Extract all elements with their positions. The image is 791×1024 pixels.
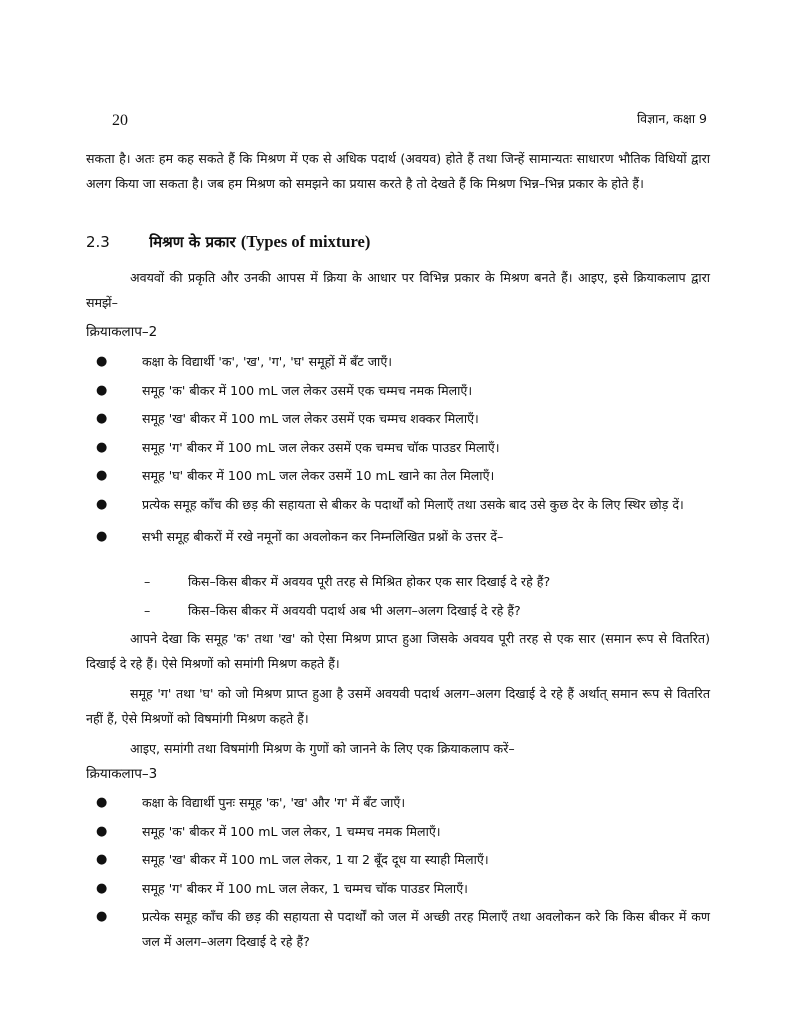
dash-marker: – [144,603,151,618]
bullet-icon: ● [96,411,108,426]
list-item: ● समूह 'घ' बीकर में 100 mL जल लेकर उसमें 10 mL खाने का तेल मिलाएँ। [86,464,710,489]
body-paragraph: आइए, समांगी तथा विषमांगी मिश्रण के गुणों को जानने के लिए एक क्रियाकलाप करें– [130,741,515,756]
section-paragraph: अवयवों की प्रकृति और उनकी आपस में क्रिया के आधार पर विभिन्न प्रकार के मिश्रण बनते हैं। आइए, इसे क्रियाकलाप द्वारा समझें– [86,270,710,310]
bullet-icon: ● [96,439,108,455]
list-item: ● समूह 'ग' बीकर में 100 mL जल लेकर, 1 चम्मच चॉक पाउडर मिलाएँ। [86,877,710,902]
list-item: ● सभी समूह बीकरों में रखे नमूनों का अवलोकन कर निम्नलिखित प्रश्नों के उत्तर दें– [86,525,710,550]
bullet-icon: ● [96,496,108,512]
running-head: विज्ञान, कक्षा 9 [636,111,707,126]
list-item: ● समूह 'क' बीकर में 100 mL जल लेकर, 1 चम्मच नमक मिलाएँ। [86,820,710,845]
list-item: ● कक्षा के विद्यार्थी पुनः समूह 'क', 'ख' और 'ग' में बँट जाएँ। [86,791,710,816]
bullet-icon: ● [96,880,108,896]
list-item: ● समूह 'क' बीकर में 100 mL जल लेकर उसमें एक चम्मच नमक मिलाएँ। [86,379,710,404]
bullet-icon: ● [96,795,108,810]
activity-3-title: क्रियाकलाप–3 [86,766,158,782]
section-paragraph-block [86,266,710,315]
intro-paragraph-block [86,147,710,196]
list-item: ● प्रत्येक समूह काँच की छड़ की सहायता से बीकर के पदार्थों को मिलाएँ तथा उसके बाद उसे कुछ देर के लिए स्थिर छोड़ दें। [86,493,710,518]
activity-3-list [86,791,710,954]
bullet-icon: ● [96,354,108,369]
body-paragraph: आपने देखा कि समूह 'क' तथा 'ख' को ऐसा मिश्रण प्राप्त हुआ जिसके अवयव पूरी तरह से एक सार (समान रूप से वितरित) दिखाई दे रहे हैं। ऐसे मिश्रणों को समांगी मिश्रण कहते हैं। [86,631,710,671]
list-item: ● समूह 'ग' बीकर में 100 mL जल लेकर उसमें एक चम्मच चॉक पाउडर मिलाएँ। [86,436,710,461]
activity-2-list [86,350,710,550]
list-item: ● प्रत्येक समूह काँच की छड़ की सहायता से पदार्थों को जल में अच्छी तरह मिलाएँ तथा अवलोकन करे कि किस बीकर में कण जल में अलग–अलग दिखाई दे रहे हैं? [86,905,710,954]
section-title-english: (Types of mixture) [240,232,371,251]
bullet-icon: ● [96,468,108,483]
body-paragraphs-block [86,627,710,762]
section-number: 2.3 [86,233,110,251]
bullet-icon: ● [96,529,108,544]
list-item: ● समूह 'ख' बीकर में 100 mL जल लेकर उसमें एक चम्मच शक्कर मिलाएँ। [86,407,710,432]
section-heading [86,232,370,252]
page-number: 20 [112,112,128,129]
bullet-icon: ● [96,909,108,924]
dash-marker: – [144,574,151,589]
list-item: ● समूह 'ख' बीकर में 100 mL जल लेकर, 1 या 2 बूँद दूध या स्याही मिलाएँ। [86,848,710,873]
activity-2-title: क्रियाकलाप–2 [86,324,158,340]
bullet-icon: ● [96,823,108,839]
bullet-icon: ● [96,852,108,867]
body-paragraph: समूह 'ग' तथा 'घ' को जो मिश्रण प्राप्त हुआ है उसमें अवयवी पदार्थ अलग–अलग दिखाई दे रहे हैं अर्थात् समान रूप से वितरित नहीं हैं, ऐसे मिश्रणों को विषमांगी मिश्रण कहते हैं। [86,686,710,726]
list-item: ● कक्षा के विद्यार्थी 'क', 'ख', 'ग', 'घ' समूहों में बँट जाएँ। [86,350,710,375]
section-title-hindi: मिश्रण के प्रकार [149,233,236,251]
bullet-icon: ● [96,382,108,398]
question-item: – किस–किस बीकर में अवयव पूरी तरह से मिश्रित होकर एक सार दिखाई दे रहे हैं? [144,570,748,595]
question-item: – किस–किस बीकर में अवयवी पदार्थ अब भी अलग–अलग दिखाई दे रहे हैं? [144,599,748,624]
intro-paragraph: सकता है। अतः हम कह सकते हैं कि मिश्रण में एक से अधिक पदार्थ (अवयव) होते हैं तथा जिन्हें सामान्यतः साधारण भौतिक विधियों द्वारा अलग किया जा सकता है। जब हम मिश्रण को समझने का प्रयास करते है तो देखते हैं कि मिश्रण भिन्न–भिन्न प्रकार के होते हैं। [86,151,710,191]
